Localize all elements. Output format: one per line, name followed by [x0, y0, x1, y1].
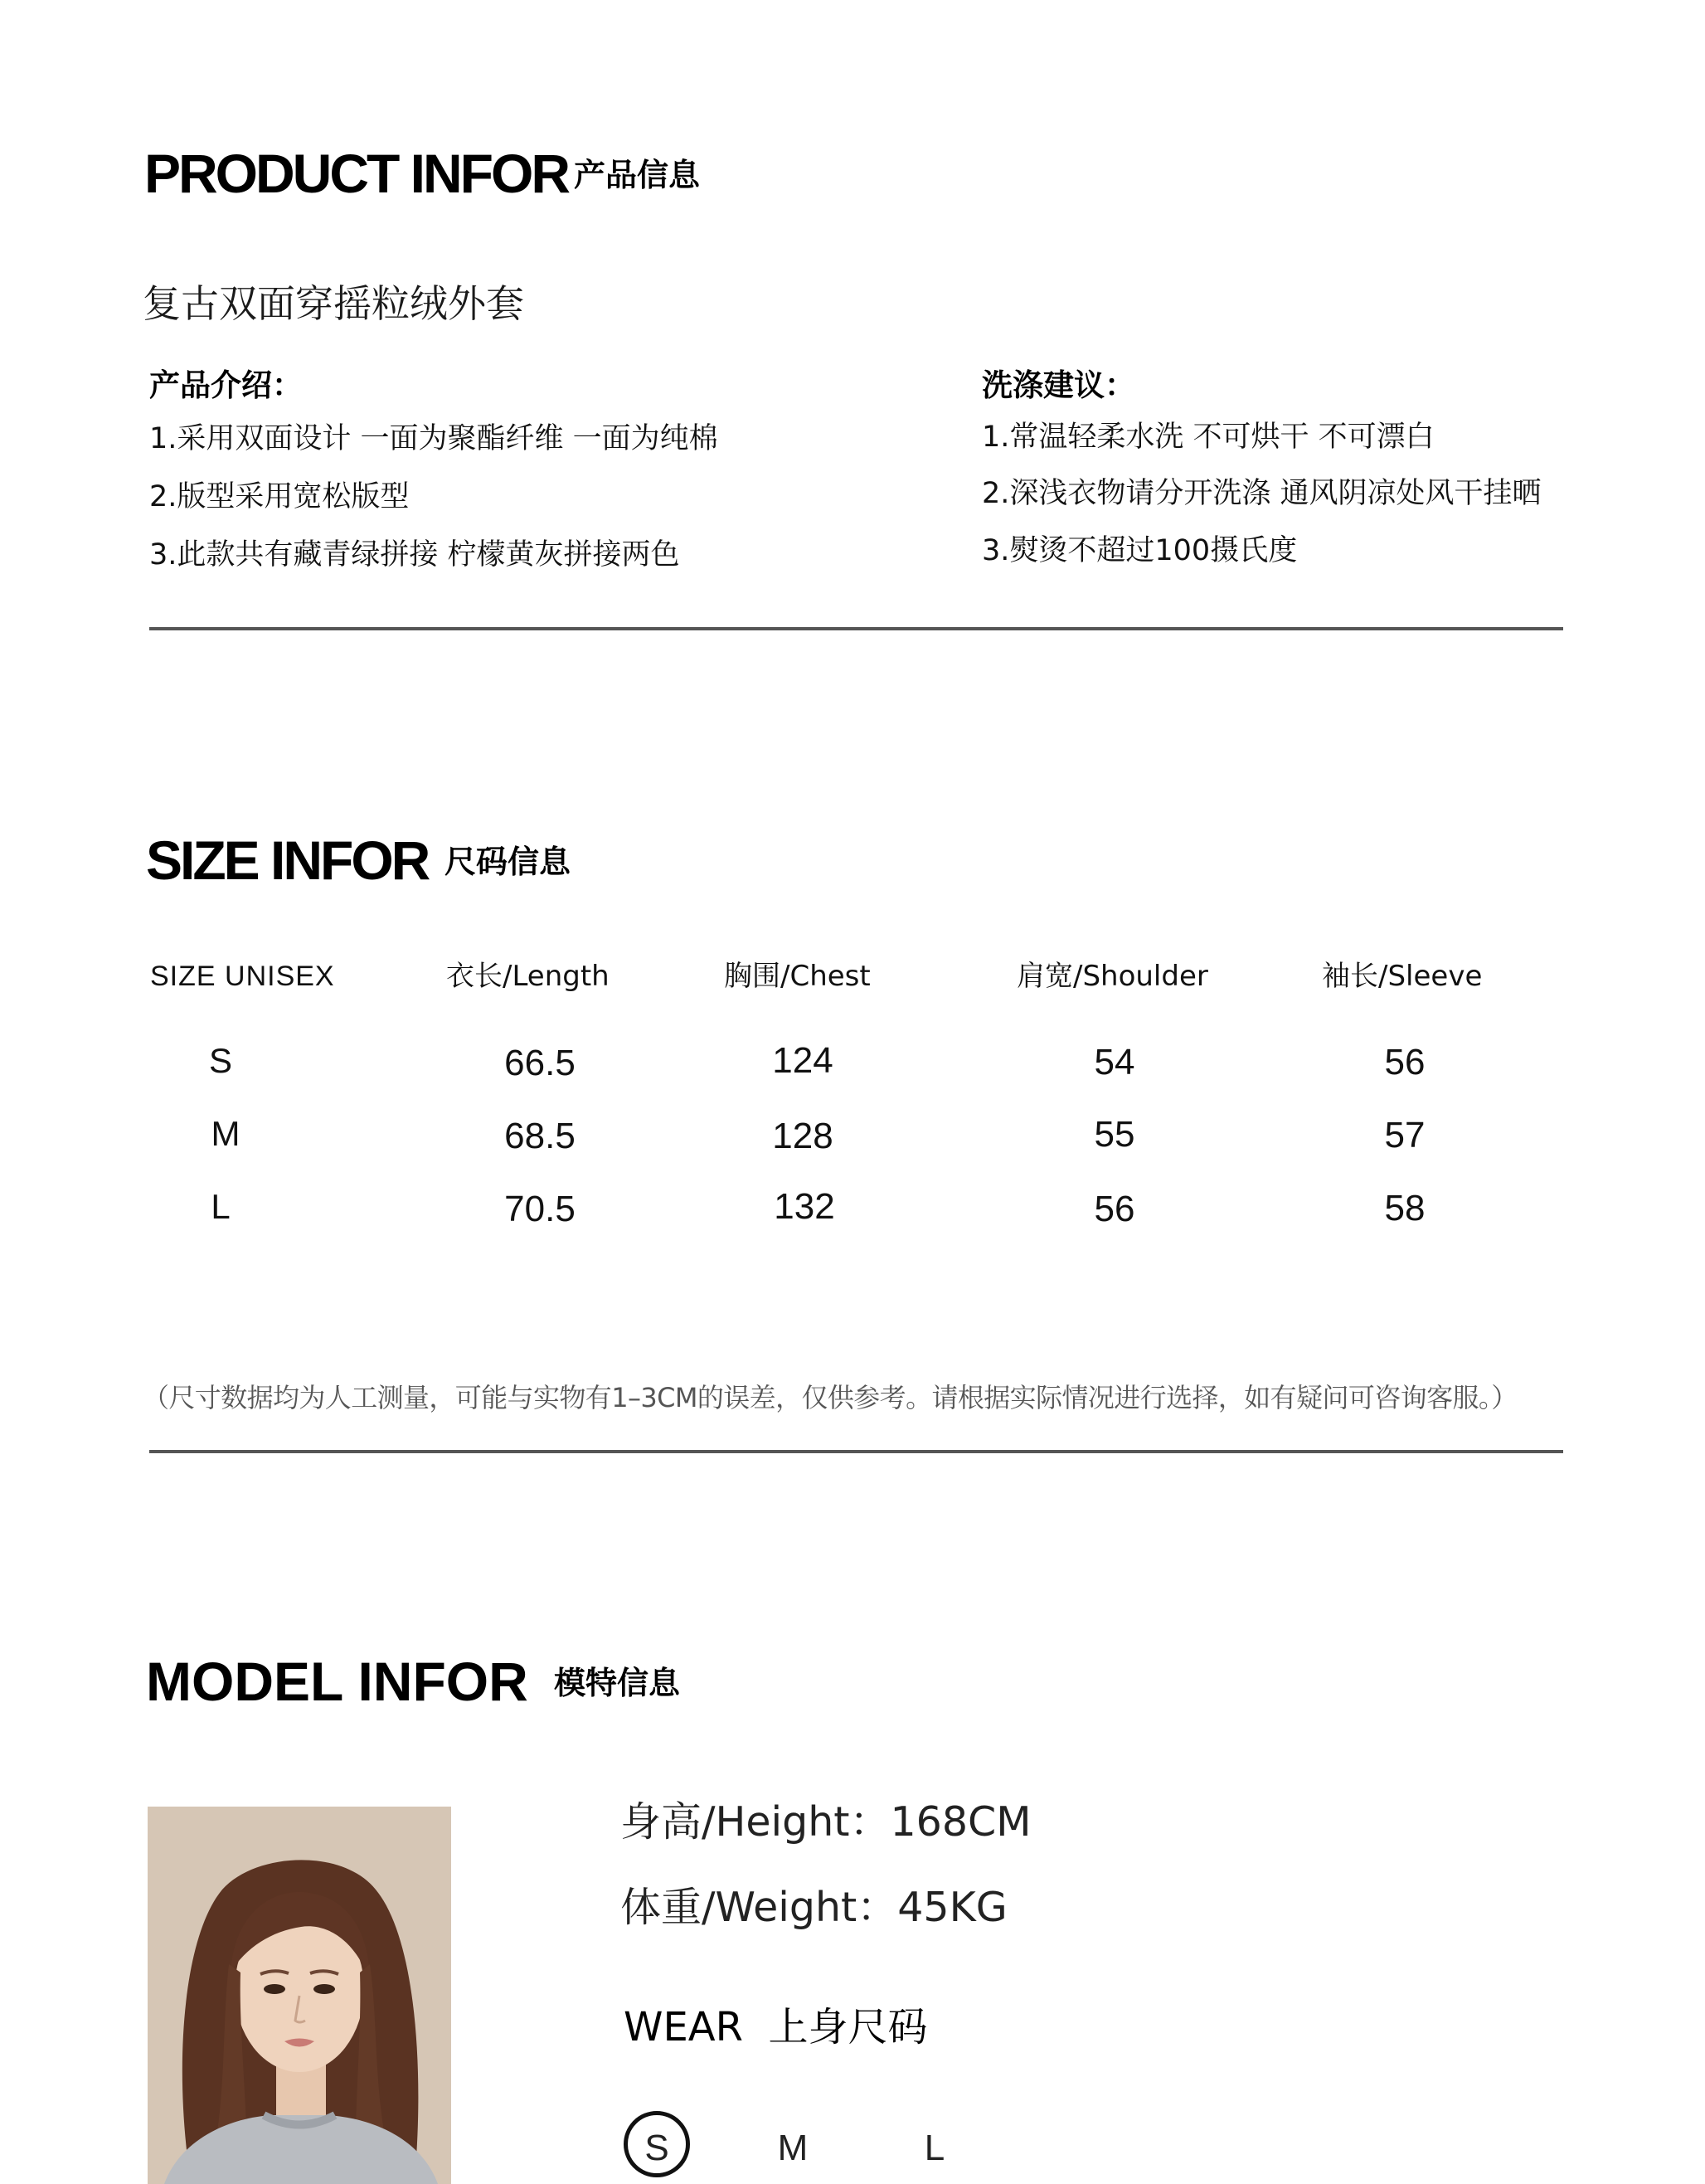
model-heading-cn: 模特信息 — [554, 1665, 681, 1701]
wear-size-l: L — [924, 2128, 945, 2168]
model-heading-en: MODEL INFOR — [146, 1651, 528, 1712]
size-header-shoulder: 肩宽/Shoulder — [1017, 960, 1208, 993]
size-row-label: S — [208, 1041, 232, 1080]
model-portrait-illustration — [148, 1807, 451, 2184]
model-weight: 体重/Weight：45KG — [620, 1884, 1008, 1931]
product-name: 复古双面穿摇粒绒外套 — [143, 281, 524, 326]
size-cell-sleeve: 57 — [1384, 1115, 1426, 1155]
washing-title: 洗涤建议： — [982, 367, 1135, 403]
model-photo — [148, 1807, 451, 2184]
washing-line-2: 2.深浅衣物请分开洗涤 通风阴凉处风干挂晒 — [982, 477, 1542, 510]
size-heading-cn: 尺码信息 — [444, 844, 571, 880]
size-cell-shoulder: 56 — [1094, 1189, 1135, 1229]
product-heading-en: PRODUCT INFOR — [144, 143, 568, 204]
size-cell-sleeve: 58 — [1384, 1188, 1426, 1228]
size-header-length: 衣长/Length — [446, 960, 610, 993]
size-header-chest: 胸围/Chest — [724, 960, 871, 993]
divider-product — [149, 627, 1563, 630]
size-cell-chest: 128 — [772, 1116, 833, 1156]
size-cell-length: 66.5 — [504, 1043, 576, 1083]
size-row-label: M — [211, 1114, 240, 1153]
size-cell-shoulder: 55 — [1094, 1114, 1135, 1155]
size-cell-chest: 124 — [772, 1040, 833, 1081]
model-height: 身高/Height：168CM — [620, 1798, 1032, 1846]
size-cell-shoulder: 54 — [1094, 1042, 1135, 1082]
size-header-sleeve: 袖长/Sleeve — [1322, 960, 1483, 993]
wear-size-s: S — [644, 2128, 669, 2168]
size-cell-length: 70.5 — [504, 1189, 576, 1229]
size-header-size: SIZE UNISEX — [150, 961, 335, 992]
divider-size — [149, 1450, 1563, 1453]
size-cell-length: 68.5 — [504, 1116, 576, 1156]
intro-line-2: 2.版型采用宽松版型 — [149, 480, 410, 513]
intro-line-1: 1.采用双面设计 一面为聚酯纤维 一面为纯棉 — [149, 422, 718, 455]
wear-title: WEAR 上身尺码 — [624, 2004, 928, 2050]
washing-line-1: 1.常温轻柔水洗 不可烘干 不可漂白 — [982, 421, 1435, 454]
intro-line-3: 3.此款共有藏青绿拼接 柠檬黄灰拼接两色 — [149, 538, 680, 572]
size-heading-en: SIZE INFOR — [146, 829, 429, 891]
size-row-label: L — [211, 1187, 231, 1226]
size-cell-chest: 132 — [774, 1186, 835, 1227]
washing-line-3: 3.熨烫不超过100摄氏度 — [982, 534, 1298, 567]
intro-title: 产品介绍： — [149, 367, 303, 403]
size-cell-sleeve: 56 — [1384, 1042, 1426, 1082]
size-note: （尺寸数据均为人工测量，可能与实物有1–3CM的误差，仅供参考。请根据实际情况进行选择，如有疑问可咨询客服。） — [143, 1382, 1518, 1413]
product-heading-cn: 产品信息 — [574, 157, 701, 193]
wear-size-m: M — [777, 2128, 809, 2168]
